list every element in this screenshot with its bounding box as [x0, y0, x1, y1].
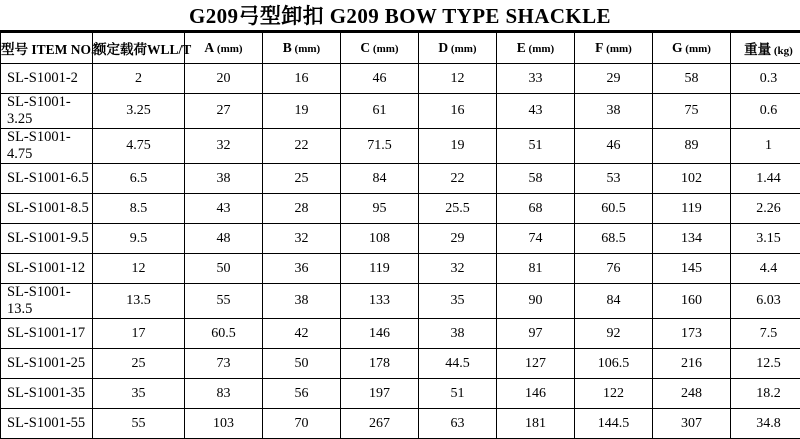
- table-cell: 119: [341, 254, 419, 284]
- table-cell: 32: [185, 129, 263, 164]
- table-cell: 44.5: [419, 349, 497, 379]
- table-row: [1, 129, 800, 164]
- table-cell: 38: [185, 164, 263, 194]
- table-cell: 73: [185, 349, 263, 379]
- table-cell: 146: [341, 319, 419, 349]
- table-cell: 71.5: [341, 129, 419, 164]
- table-cell: 60.5: [575, 194, 653, 224]
- table-cell: 248: [653, 379, 731, 409]
- table-cell: 8.5: [93, 194, 185, 224]
- table-cell: 119: [653, 194, 731, 224]
- table-row: [1, 319, 800, 349]
- table-cell: 146: [497, 379, 575, 409]
- table-cell: 18.2: [731, 379, 800, 409]
- table-cell: 103: [185, 409, 263, 439]
- table-cell: 127: [497, 349, 575, 379]
- column-header-unit: (mm): [214, 43, 242, 55]
- table-cell: 20: [185, 64, 263, 94]
- column-header-label: G: [672, 40, 683, 56]
- cell-item-no: SL-S1001-3.25: [1, 94, 93, 129]
- table-cell: 25: [263, 164, 341, 194]
- table-row: [1, 379, 800, 409]
- cell-item-no: SL-S1001-2: [1, 64, 93, 94]
- table-cell: 25: [93, 349, 185, 379]
- cell-item-no: SL-S1001-35: [1, 379, 93, 409]
- table-cell: 55: [185, 284, 263, 319]
- table-cell: 38: [263, 284, 341, 319]
- table-cell: 58: [653, 64, 731, 94]
- table-cell: 2: [93, 64, 185, 94]
- table-cell: 35: [93, 379, 185, 409]
- table-cell: 68: [497, 194, 575, 224]
- table-cell: 84: [575, 284, 653, 319]
- table-cell: 22: [263, 129, 341, 164]
- table-cell: 13.5: [93, 284, 185, 319]
- table-row: [1, 349, 800, 379]
- table-row: [1, 64, 800, 94]
- table-cell: 83: [185, 379, 263, 409]
- table-cell: 173: [653, 319, 731, 349]
- cell-item-no: SL-S1001-17: [1, 319, 93, 349]
- cell-item-no: SL-S1001-6.5: [1, 164, 93, 194]
- table-cell: 28: [263, 194, 341, 224]
- column-header-label: 型号 ITEM NO.: [1, 38, 94, 58]
- column-header-unit: (mm): [370, 43, 398, 55]
- table-cell: 4.75: [93, 129, 185, 164]
- table-cell: 4.4: [731, 254, 800, 284]
- table-cell: 36: [263, 254, 341, 284]
- table-cell: 51: [497, 129, 575, 164]
- table-cell: 197: [341, 379, 419, 409]
- specification-table: [0, 32, 800, 439]
- table-row: [1, 224, 800, 254]
- table-cell: 3.15: [731, 224, 800, 254]
- table-cell: 181: [497, 409, 575, 439]
- table-cell: 32: [263, 224, 341, 254]
- table-cell: 90: [497, 284, 575, 319]
- column-header-5: [341, 33, 419, 64]
- cell-item-no: SL-S1001-8.5: [1, 194, 93, 224]
- table-cell: 108: [341, 224, 419, 254]
- cell-item-no: SL-S1001-12: [1, 254, 93, 284]
- table-cell: 43: [497, 94, 575, 129]
- table-cell: 6.03: [731, 284, 800, 319]
- table-cell: 63: [419, 409, 497, 439]
- table-cell: 84: [341, 164, 419, 194]
- table-cell: 122: [575, 379, 653, 409]
- column-header-3: [185, 33, 263, 64]
- column-header-label: 重量: [744, 38, 771, 58]
- table-cell: 160: [653, 284, 731, 319]
- table-cell: 19: [419, 129, 497, 164]
- table-cell: 50: [263, 349, 341, 379]
- table-cell: 70: [263, 409, 341, 439]
- table-cell: 6.5: [93, 164, 185, 194]
- table-cell: 97: [497, 319, 575, 349]
- table-cell: 0.3: [731, 64, 800, 94]
- column-header-10: [731, 33, 800, 64]
- table-cell: 43: [185, 194, 263, 224]
- table-row: [1, 409, 800, 439]
- table-cell: 144.5: [575, 409, 653, 439]
- column-header-unit: (kg): [771, 45, 793, 57]
- column-header-label: A: [204, 40, 214, 56]
- table-cell: 89: [653, 129, 731, 164]
- table-cell: 19: [263, 94, 341, 129]
- table-cell: 55: [93, 409, 185, 439]
- table-cell: 1.44: [731, 164, 800, 194]
- column-header-9: [653, 33, 731, 64]
- table-cell: 81: [497, 254, 575, 284]
- column-header-unit: (mm): [603, 43, 631, 55]
- cell-item-no: SL-S1001-4.75: [1, 129, 93, 164]
- table-cell: 22: [419, 164, 497, 194]
- table-row: [1, 254, 800, 284]
- column-header-unit: (mm): [292, 43, 320, 55]
- table-cell: 50: [185, 254, 263, 284]
- table-cell: 3.25: [93, 94, 185, 129]
- table-cell: 46: [575, 129, 653, 164]
- table-cell: 178: [341, 349, 419, 379]
- table-cell: 38: [575, 94, 653, 129]
- column-header-label: 额定载荷WLL/T: [93, 38, 191, 58]
- table-cell: 267: [341, 409, 419, 439]
- table-cell: 16: [419, 94, 497, 129]
- table-cell: 307: [653, 409, 731, 439]
- table-cell: 92: [575, 319, 653, 349]
- cell-item-no: SL-S1001-55: [1, 409, 93, 439]
- column-header-2: [93, 33, 185, 64]
- table-row: [1, 94, 800, 129]
- table-cell: 2.26: [731, 194, 800, 224]
- column-header-6: [419, 33, 497, 64]
- table-cell: 9.5: [93, 224, 185, 254]
- table-cell: 27: [185, 94, 263, 129]
- table-cell: 42: [263, 319, 341, 349]
- column-header-7: [497, 33, 575, 64]
- page-title: G209弓型卸扣 G209 BOW TYPE SHACKLE: [189, 0, 611, 30]
- column-header-8: [575, 33, 653, 64]
- table-row: [1, 284, 800, 319]
- table-header: [1, 33, 800, 64]
- table-cell: 29: [419, 224, 497, 254]
- table-cell: 12: [419, 64, 497, 94]
- table-cell: 133: [341, 284, 419, 319]
- table-row: [1, 164, 800, 194]
- table-cell: 16: [263, 64, 341, 94]
- table-cell: 102: [653, 164, 731, 194]
- table-cell: 68.5: [575, 224, 653, 254]
- cell-item-no: SL-S1001-9.5: [1, 224, 93, 254]
- column-header-4: [263, 33, 341, 64]
- column-header-1: [1, 33, 93, 64]
- table-cell: 25.5: [419, 194, 497, 224]
- table-cell: 48: [185, 224, 263, 254]
- table-cell: 46: [341, 64, 419, 94]
- column-header-label: B: [283, 40, 292, 56]
- table-cell: 74: [497, 224, 575, 254]
- table-cell: 0.6: [731, 94, 800, 129]
- table-cell: 1: [731, 129, 800, 164]
- table-cell: 12: [93, 254, 185, 284]
- column-header-unit: (mm): [526, 43, 554, 55]
- table-cell: 60.5: [185, 319, 263, 349]
- table-body: [1, 64, 800, 439]
- column-header-unit: (mm): [448, 43, 476, 55]
- table-cell: 34.8: [731, 409, 800, 439]
- table-cell: 76: [575, 254, 653, 284]
- table-cell: 95: [341, 194, 419, 224]
- column-header-label: F: [595, 40, 603, 56]
- cell-item-no: SL-S1001-25: [1, 349, 93, 379]
- table-cell: 145: [653, 254, 731, 284]
- table-header-row: [1, 33, 800, 64]
- table-row: [1, 194, 800, 224]
- table-cell: 12.5: [731, 349, 800, 379]
- table-cell: 51: [419, 379, 497, 409]
- table-cell: 33: [497, 64, 575, 94]
- table-cell: 7.5: [731, 319, 800, 349]
- table-cell: 75: [653, 94, 731, 129]
- table-cell: 35: [419, 284, 497, 319]
- table-cell: 58: [497, 164, 575, 194]
- table-cell: 106.5: [575, 349, 653, 379]
- table-cell: 134: [653, 224, 731, 254]
- column-header-label: E: [517, 40, 526, 56]
- table-cell: 32: [419, 254, 497, 284]
- column-header-label: C: [360, 40, 370, 56]
- column-header-label: D: [438, 40, 448, 56]
- table-cell: 29: [575, 64, 653, 94]
- table-cell: 56: [263, 379, 341, 409]
- table-cell: 38: [419, 319, 497, 349]
- table-cell: 61: [341, 94, 419, 129]
- table-cell: 17: [93, 319, 185, 349]
- table-cell: 216: [653, 349, 731, 379]
- page-title-bar: [0, 0, 800, 32]
- table-cell: 53: [575, 164, 653, 194]
- cell-item-no: SL-S1001-13.5: [1, 284, 93, 319]
- column-header-unit: (mm): [683, 43, 711, 55]
